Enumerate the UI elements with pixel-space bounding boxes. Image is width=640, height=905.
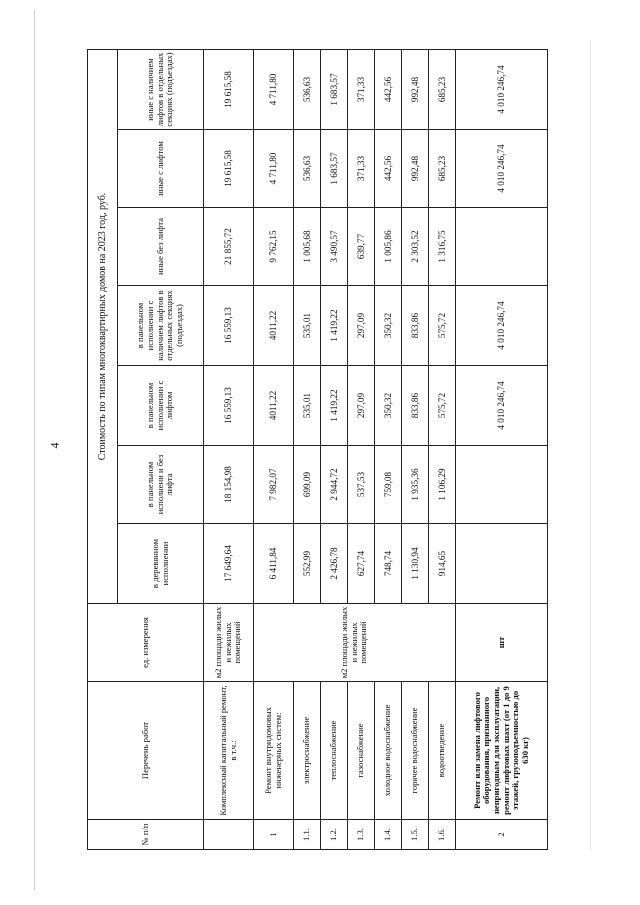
value-cell: 1 130,94 bbox=[402, 524, 429, 604]
row-no: 1.2. bbox=[321, 820, 348, 850]
value-cell: 21 855,72 bbox=[204, 208, 254, 286]
header-type-wood: в деревянном исполнении bbox=[118, 524, 204, 604]
value-cell: 4 010 246,74 bbox=[456, 286, 548, 366]
header-type-other-nolift: иные без лифта bbox=[118, 208, 204, 286]
value-cell: 18 154,98 bbox=[204, 446, 254, 524]
value-cell: 552,99 bbox=[294, 524, 321, 604]
table-row bbox=[375, 50, 402, 850]
row-unit: м2 площади жилых и нежилых помещений bbox=[254, 604, 456, 682]
row-unit: м2 площади жилых и нежилых помещений bbox=[204, 604, 254, 682]
row-no: 1.5. bbox=[402, 820, 429, 850]
value-cell: 16 559,13 bbox=[204, 286, 254, 366]
value-cell: 4 010 246,74 bbox=[456, 366, 548, 446]
value-cell: 16 559,13 bbox=[204, 366, 254, 446]
value-cell: 2 944,72 bbox=[321, 446, 348, 524]
value-cell: 575,72 bbox=[429, 366, 456, 446]
value-cell: 442,56 bbox=[375, 130, 402, 208]
value-cell: 536,63 bbox=[294, 130, 321, 208]
row-no: 1.3. bbox=[348, 820, 375, 850]
cost-table bbox=[87, 49, 548, 850]
value-cell: 1 935,36 bbox=[402, 446, 429, 524]
value-cell: 297,09 bbox=[348, 366, 375, 446]
value-cell: 442,56 bbox=[375, 50, 402, 130]
row-name: Ремонт внутридомовых инженерных систем: bbox=[254, 682, 294, 820]
value-cell: 2 303,52 bbox=[402, 208, 429, 286]
row-no: 1.4. bbox=[375, 820, 402, 850]
table-row bbox=[456, 50, 548, 850]
row-unit: шт bbox=[456, 604, 548, 682]
value-cell: 914,65 bbox=[429, 524, 456, 604]
value-cell: 4 711,80 bbox=[254, 50, 294, 130]
value-cell: 535,01 bbox=[294, 286, 321, 366]
value-cell bbox=[456, 208, 548, 286]
table-row bbox=[254, 50, 294, 850]
value-cell: 833,86 bbox=[402, 286, 429, 366]
table-row bbox=[294, 50, 321, 850]
value-cell: 1 005,68 bbox=[294, 208, 321, 286]
table-row bbox=[348, 50, 375, 850]
row-no: 1.1. bbox=[294, 820, 321, 850]
value-cell: 833,86 bbox=[402, 366, 429, 446]
value-cell: 4 711,80 bbox=[254, 130, 294, 208]
row-name: Комплексный капитальный ремонт, в т.ч.: bbox=[204, 682, 254, 820]
value-cell: 748,74 bbox=[375, 524, 402, 604]
value-cell: 1 683,57 bbox=[321, 130, 348, 208]
value-cell: 19 615,58 bbox=[204, 50, 254, 130]
value-cell: 350,32 bbox=[375, 286, 402, 366]
rotated-table-container bbox=[87, 50, 547, 850]
row-name: электроснабжение bbox=[294, 682, 321, 820]
value-cell: 371,33 bbox=[348, 50, 375, 130]
value-cell: 685,23 bbox=[429, 130, 456, 208]
value-cell: 6 411,84 bbox=[254, 524, 294, 604]
value-cell: 639,77 bbox=[348, 208, 375, 286]
header-type-panel-nolift: в панельном исполнени и без лифта bbox=[118, 446, 204, 524]
value-cell: 1 683,57 bbox=[321, 50, 348, 130]
row-no bbox=[204, 820, 254, 850]
value-cell: 1 316,75 bbox=[429, 208, 456, 286]
header-type-panel-lift: в панельном исполнении с лифтом bbox=[118, 366, 204, 446]
header-type-other-lift: иные с лифтом bbox=[118, 130, 204, 208]
value-cell: 4 010 246,74 bbox=[456, 50, 548, 130]
row-no: 1 bbox=[254, 820, 294, 850]
header-type-panel-sections: в панельном исполнении с наличием лифтов в отдельных секциях (подъездах) bbox=[118, 286, 204, 366]
row-no: 1.6. bbox=[429, 820, 456, 850]
value-cell: 992,48 bbox=[402, 50, 429, 130]
row-name: теплоснабжение bbox=[321, 682, 348, 820]
scan-margin-line bbox=[590, 40, 591, 850]
row-no: 2 bbox=[456, 820, 548, 850]
scan-margin-line bbox=[34, 10, 35, 890]
value-cell: 1 106,29 bbox=[429, 446, 456, 524]
value-cell: 1 005,86 bbox=[375, 208, 402, 286]
value-cell: 17 649,64 bbox=[204, 524, 254, 604]
value-cell: 7 982,07 bbox=[254, 446, 294, 524]
header-type-other-sections: иные с наличием лифтов в отдельных секциях (подъездах) bbox=[118, 50, 204, 130]
value-cell: 627,74 bbox=[348, 524, 375, 604]
table-row bbox=[429, 50, 456, 850]
value-cell: 685,23 bbox=[429, 50, 456, 130]
value-cell: 992,48 bbox=[402, 130, 429, 208]
value-cell: 537,53 bbox=[348, 446, 375, 524]
value-cell: 297,09 bbox=[348, 286, 375, 366]
row-name: Ремонт или замена лифтового оборудования, признанного непригодным для эксплуатации, ремонт лифтовых шахт (от 1 до 9 этажей, грузоподъемностью до 630 кг) bbox=[456, 682, 548, 820]
value-cell: 536,63 bbox=[294, 50, 321, 130]
value-cell: 19 615,58 bbox=[204, 130, 254, 208]
value-cell: 535,01 bbox=[294, 366, 321, 446]
row-name: газоснабжение bbox=[348, 682, 375, 820]
value-cell: 350,32 bbox=[375, 366, 402, 446]
row-name: водоотведение bbox=[429, 682, 456, 820]
table-row bbox=[402, 50, 429, 850]
table-row bbox=[321, 50, 348, 850]
value-cell: 4011,22 bbox=[254, 286, 294, 366]
header-works: Перечень работ bbox=[88, 682, 204, 820]
value-cell bbox=[456, 446, 548, 524]
value-cell: 575,72 bbox=[429, 286, 456, 366]
header-cost-group: Стоимость по типам многоквартирных домов на 2023 год, руб. bbox=[88, 50, 118, 604]
value-cell: 371,33 bbox=[348, 130, 375, 208]
value-cell bbox=[456, 524, 548, 604]
value-cell: 9 762,15 bbox=[254, 208, 294, 286]
value-cell: 699,09 bbox=[294, 446, 321, 524]
page-number: 4 bbox=[47, 442, 62, 449]
value-cell: 4 010 246,74 bbox=[456, 130, 548, 208]
value-cell: 759,08 bbox=[375, 446, 402, 524]
value-cell: 3 490,57 bbox=[321, 208, 348, 286]
value-cell: 1 419,22 bbox=[321, 366, 348, 446]
header-unit: ед. измерения bbox=[88, 604, 204, 682]
row-name: горячее водоснабжение bbox=[402, 682, 429, 820]
table-row bbox=[204, 50, 254, 850]
value-cell: 1 419,22 bbox=[321, 286, 348, 366]
value-cell: 2 426,78 bbox=[321, 524, 348, 604]
header-no: № п/п bbox=[88, 820, 204, 850]
row-name: холодное водоснабжение bbox=[375, 682, 402, 820]
value-cell: 4011,22 bbox=[254, 366, 294, 446]
